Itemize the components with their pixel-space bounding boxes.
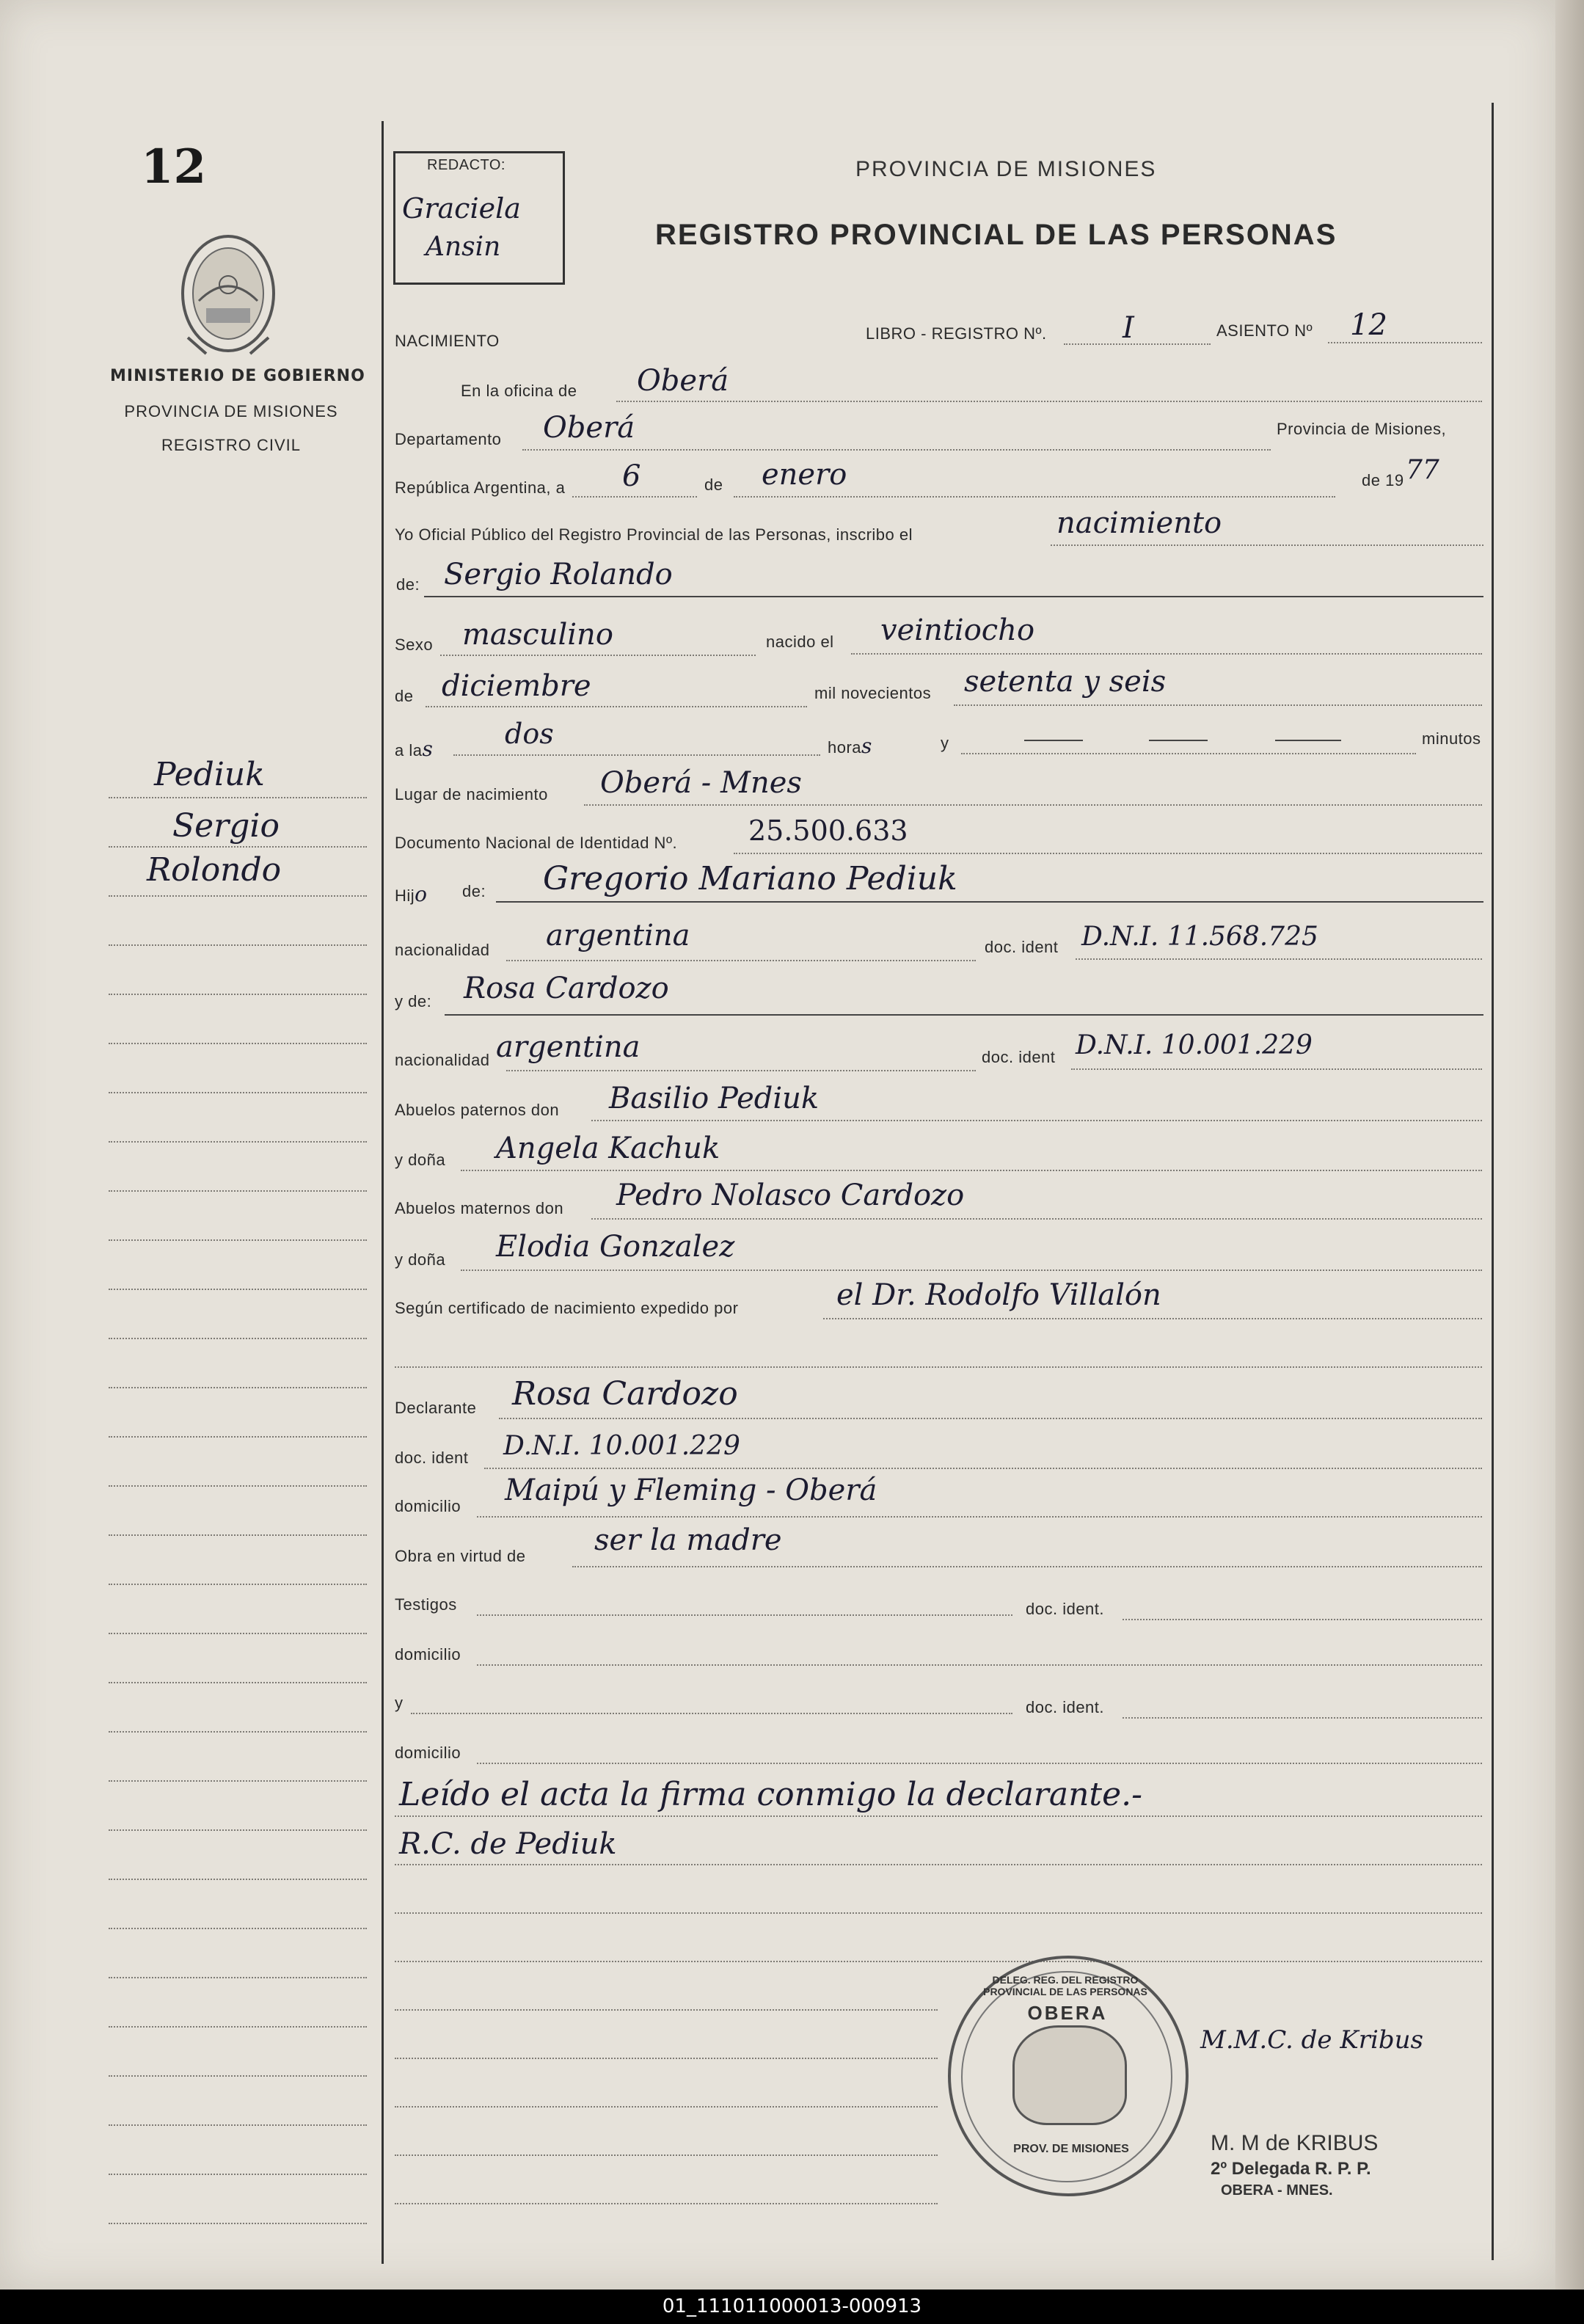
closing-line [395,1815,1482,1817]
seal-center-text: OBERA [1027,2002,1108,2024]
docid1-value: D.N.I. 11.568.725 [1081,922,1318,952]
month-value: enero [762,458,847,492]
domicilio-value: Maipú y Fleming - Oberá [505,1474,877,1507]
year-value: 77 [1406,455,1439,485]
margin-line [109,2174,367,2175]
form-line [395,2009,938,2011]
sexo-value: masculino [462,618,613,652]
form-line [395,2106,938,2108]
nac1-line [506,960,976,961]
ministry-registry: REGISTRO CIVIL [161,436,302,454]
page-number: 12 [141,139,207,194]
blank-line [395,1366,1482,1368]
oficina-value: Oberá [637,364,729,398]
mother-name: Rosa Cardozo [464,972,669,1005]
form-line [395,1912,1482,1914]
docid2-value: D.N.I. 10.001.229 [1076,1030,1313,1060]
test2-dom-line [477,1763,1482,1764]
margin-line [109,1141,367,1143]
form-line [395,2154,938,2156]
margin-line [109,944,367,946]
lugar-value: Oberá - Mnes [600,766,802,800]
departamento-value: Oberá [543,411,635,445]
test2-dom-label: domicilio [395,1744,461,1762]
minutos-label: minutos [1422,729,1481,748]
margin-line [109,797,367,798]
documento-label: Documento Nacional de Identidad Nº. [395,834,678,852]
lugar-label: Lugar de nacimiento [395,785,548,804]
republica-label: República Argentina, a [395,478,566,497]
segun-label: Según certificado de nacimiento expedido por [395,1299,739,1317]
margin-line [109,895,367,897]
abuela-mat-line [461,1270,1482,1271]
nac1-label: nacionalidad [395,941,490,959]
margin-line [109,1584,367,1585]
margin-line [109,2223,367,2224]
oficial-line [1051,544,1483,546]
page-edge [1555,0,1584,2290]
hora-label: horas [828,734,872,758]
margin-line [109,1436,367,1438]
closing-signature: R.C. de Pediuk [399,1827,617,1861]
margin-line [109,2075,367,2077]
sexo-label: Sexo [395,635,434,654]
margin-line [109,1879,367,1880]
margin-line [109,1092,367,1093]
testigos-line [477,1614,1012,1616]
margin-line [109,1190,367,1192]
margin-note-middlename: Rolondo [147,851,282,889]
margin-line [109,1387,367,1388]
docid1-line [1076,958,1482,960]
y2-line [411,1713,1012,1714]
domicilio-line [477,1516,1482,1518]
margin-note-firstname: Sergio [172,807,280,845]
oficial-text: Yo Oficial Público del Registro Provincial de las Personas, inscribo el [395,525,913,544]
decl-docid-value: D.N.I. 10.001.229 [503,1431,740,1461]
nac1-value: argentina [546,919,690,952]
alas-label: a las [395,737,434,761]
margin-line [109,994,367,995]
margin-line [109,1928,367,1929]
margin-line [109,1043,367,1044]
form-line [395,1864,1482,1865]
sexo-line [440,655,756,656]
asiento-label: ASIENTO Nº [1216,321,1313,340]
domicilio-label: domicilio [395,1497,461,1515]
margin-line [109,2124,367,2126]
obra-label: Obra en virtud de [395,1547,526,1565]
test2-docid-label: doc. ident. [1026,1698,1105,1716]
mother-line [445,1014,1483,1016]
obra-value: ser la madre [594,1523,782,1557]
header-province: PROVINCIA DE MISIONES [855,157,1157,181]
departamento-label: Departamento [395,430,502,448]
lugar-line [584,804,1482,806]
margin-line [109,1633,367,1634]
day-value: 6 [622,459,641,493]
hours-value: dos [505,718,554,750]
minutes-dash-3 [1275,740,1341,741]
decl-docid-line [484,1468,1482,1469]
right-border [1492,103,1494,2260]
mil-line [954,704,1482,706]
record-type: NACIMIENTO [395,332,500,350]
libro-line [1064,343,1211,345]
segun-line [823,1318,1482,1319]
seal-top-text: DELEG. REG. DEL REGISTRO PROVINCIAL DE LAS PERSONAS [983,1974,1147,1997]
child-name: Sergio Rolando [444,558,673,591]
seal-bottom-text: PROV. DE MISIONES [1013,2143,1129,2155]
provincia-suffix: Provincia de Misiones, [1277,420,1447,438]
minutes-dash-1 [1024,740,1083,741]
father-name: Gregorio Mariano Pediuk [543,860,957,897]
test-docid-label: doc. ident. [1026,1600,1105,1618]
stamp-name: M. M de KRIBUS [1211,2131,1379,2155]
month-line [734,496,1335,498]
segun-value: el Dr. Rodolfo Villalón [836,1278,1161,1312]
year-label: de 19 [1362,471,1404,489]
margin-line [109,1829,367,1831]
yde-label: y de: [395,992,432,1010]
docid1-label: doc. ident [985,938,1059,956]
abuela-pat-value: Angela Kachuk [496,1132,720,1165]
oficina-label: En la oficina de [461,382,577,400]
y2-label: y [395,1694,404,1712]
margin-note-surname: Pediuk [154,756,265,793]
documento-value: 25.500.633 [748,815,908,847]
name-line [424,596,1483,597]
minutes-line [961,753,1416,754]
stamp-place: OBERA - MNES. [1221,2182,1333,2199]
asiento-line [1328,342,1482,343]
mil-value: setenta y seis [964,665,1167,699]
form-line [395,2203,938,2204]
hijo-de-label: de: [462,882,486,900]
nac2-label: nacionalidad [395,1051,490,1069]
margin-line [109,1731,367,1733]
margin-line [109,846,367,848]
abuelo-pat-value: Basilio Pediuk [609,1082,820,1115]
hours-line [453,754,820,756]
y-label: y [941,734,949,752]
libro-value: I [1123,311,1134,345]
abuelos-pat-label: Abuelos paternos don [395,1101,560,1119]
declarante-label: Declarante [395,1399,477,1417]
test2-docid-line [1123,1717,1482,1719]
minutes-dash-2 [1149,740,1208,741]
obra-line [572,1566,1482,1567]
nac2-value: argentina [496,1030,640,1064]
margin-line [109,1338,367,1339]
seal-crest-icon [1012,2025,1127,2125]
margin-line [109,2026,367,2028]
nacido-line [851,653,1482,655]
abuelo-pat-line [591,1120,1482,1121]
nac2-line [506,1070,976,1071]
mil-label: mil novecientos [814,684,932,702]
de-label: de [704,476,723,494]
ministry-province: PROVINCIA DE MISIONES [124,402,338,420]
nacido-value: veintiocho [880,613,1035,647]
oficina-line [616,401,1482,402]
departamento-line [522,449,1271,451]
footer-code: 01_111011000013-000913 [0,2290,1584,2324]
day-line [572,496,697,498]
stamp-role: 2º Delegada R. P. P. [1211,2159,1371,2179]
margin-line [109,1485,367,1487]
test-dom-label: domicilio [395,1645,461,1664]
margin-line [109,1780,367,1782]
father-line [496,901,1483,903]
margin-line [109,1289,367,1290]
province-emblem-icon [173,227,283,360]
form-line [395,1961,1482,1962]
documento-line [734,853,1482,854]
de2-label: de [395,687,414,705]
redacto-name-2: Ansin [426,232,501,262]
abuelo-mat-line [591,1218,1482,1220]
margin-line [109,1682,367,1683]
margin-line [109,1239,367,1241]
asiento-value: 12 [1350,308,1387,342]
test-docid-line [1123,1619,1482,1620]
declarante-value: Rosa Cardozo [512,1375,738,1413]
closing-text: Leído el acta la firma conmigo la declarante.- [399,1776,1142,1813]
y-dona-label: y doña [395,1151,446,1169]
libro-label: LIBRO - REGISTRO Nº. [866,324,1047,343]
oficial-value: nacimiento [1056,506,1222,540]
name-label: de: [396,575,420,594]
month2-value: diciembre [442,669,591,703]
y-dona2-label: y doña [395,1250,446,1269]
nacido-label: nacido el [766,633,834,651]
abuelo-mat-value: Pedro Nolasco Cardozo [616,1179,965,1212]
margin-line [109,1977,367,1978]
margin-line [109,1534,367,1536]
hijo-label: Hijo [395,882,428,906]
abuela-pat-line [461,1170,1482,1171]
header-registry: REGISTRO PROVINCIAL DE LAS PERSONAS [655,219,1337,251]
redacto-label: REDACTO: [427,157,506,173]
testigos-label: Testigos [395,1595,457,1614]
ministry-name: MINISTERIO DE GOBIERNO [110,367,365,385]
abuela-mat-value: Elodia Gonzalez [496,1230,735,1264]
form-line [395,2058,938,2059]
docid2-line [1071,1068,1482,1070]
redacto-name-1: Graciela [402,192,521,225]
test-dom-line [477,1664,1482,1666]
declarante-line [499,1418,1482,1419]
docid2-label: doc. ident [982,1048,1056,1066]
month2-line [426,706,807,707]
left-border [382,121,384,2264]
abuelos-mat-label: Abuelos maternos don [395,1199,564,1217]
delegate-signature: M.M.C. de Kribus [1200,2025,1423,2055]
decl-docid-label: doc. ident [395,1449,469,1467]
